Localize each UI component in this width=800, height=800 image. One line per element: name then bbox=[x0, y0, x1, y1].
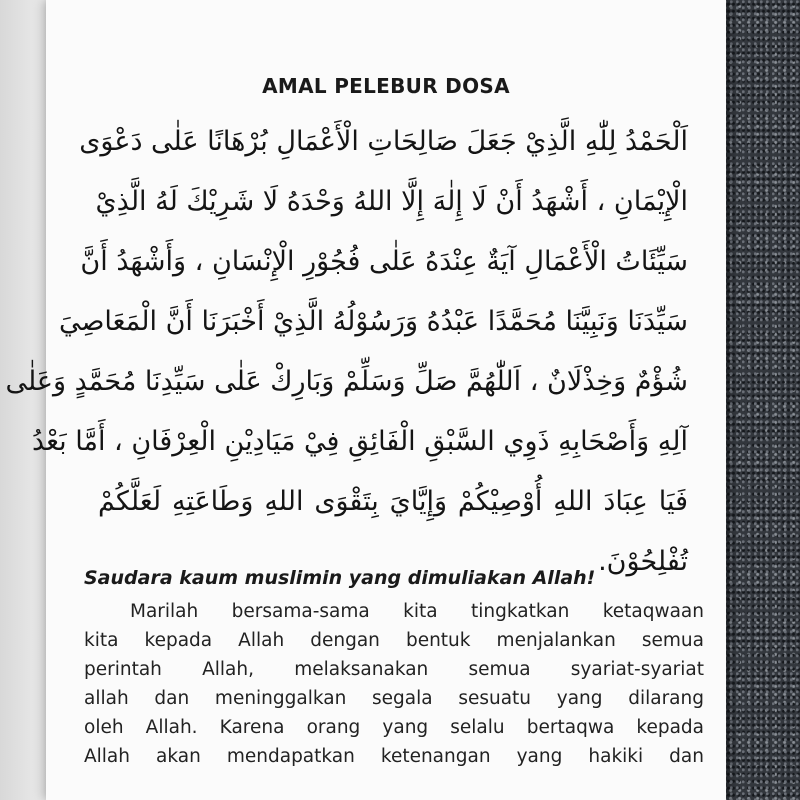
body-line: Allah akan mendapatkan ketenangan yang hakiki dan bbox=[84, 746, 704, 767]
body-paragraph bbox=[84, 597, 704, 771]
arabic-line: شُؤْمٌ وَخِذْلَانٌ ، اَللّٰهُمَّ صَلِّ وَسَلِّمْ وَبَارِكْ عَلٰى سَيِّدِنَا مُحَمَّدٍ وَعَلٰى bbox=[5, 366, 688, 397]
section-heading: Saudara kaum muslimin yang dimuliakan Allah! bbox=[84, 567, 596, 589]
book-page bbox=[5, 0, 726, 800]
body-line: oleh Allah. Karena orang yang selalu bertaqwa kepada bbox=[84, 717, 704, 738]
arabic-line: تُفْلِحُوْنَ. bbox=[598, 546, 688, 577]
arabic-line: فَيَا عِبَادَ اللهِ أُوْصِيْكُمْ وَإِيَّايَ بِتَقْوَى اللهِ وَطَاعَتِهِ لَعَلَّكُمْ bbox=[98, 486, 688, 517]
body-line: kita kepada Allah dengan bentuk menjalankan semua bbox=[84, 630, 704, 651]
arabic-khutbah-opening bbox=[5, 112, 688, 592]
body-line: Marilah bersama-sama kita tingkatkan ketaqwaan bbox=[130, 601, 704, 622]
body-line: allah dan meninggalkan segala sesuatu yang dilarang bbox=[84, 688, 704, 709]
arabic-line: سَيِّدَنَا وَنَبِيَّنَا مُحَمَّدًا عَبْدُهُ وَرَسُوْلُهُ الَّذِيْ أَخْبَرَنَا أَنَّ الْمَعَاصِيَ bbox=[58, 306, 688, 337]
arabic-line: سَيِّئَاتُ الْأَعْمَالِ آيَةٌ عِنْدَهُ عَلٰى فُجُوْرِ الْإِنْسَانِ ، وَأَشْهَدُ أَنَّ bbox=[80, 246, 688, 277]
body-line: perintah Allah, melaksanakan semua syariat-syariat bbox=[84, 659, 704, 680]
arabic-line: اَلْحَمْدُ لِلّٰهِ الَّذِيْ جَعَلَ صَالِحَاتِ الْأَعْمَالِ بُرْهَانًا عَلٰى دَعْوَى bbox=[79, 126, 688, 157]
arabic-line: آلِهِ وَأَصْحَابِهِ ذَوِي السَّبْقِ الْفَائِقِ فِيْ مَيَادِيْنِ الْعِرْفَانِ ، أَمَّا بَعْدُ bbox=[31, 426, 688, 457]
arabic-line: الْإِيْمَانِ ، أَشْهَدُ أَنْ لَا إِلٰهَ إِلَّا اللهُ وَحْدَهُ لَا شَرِيْكَ لَهُ الَّذِيْ bbox=[95, 186, 688, 217]
page-title: AMAL PELEBUR DOSA bbox=[262, 74, 510, 98]
